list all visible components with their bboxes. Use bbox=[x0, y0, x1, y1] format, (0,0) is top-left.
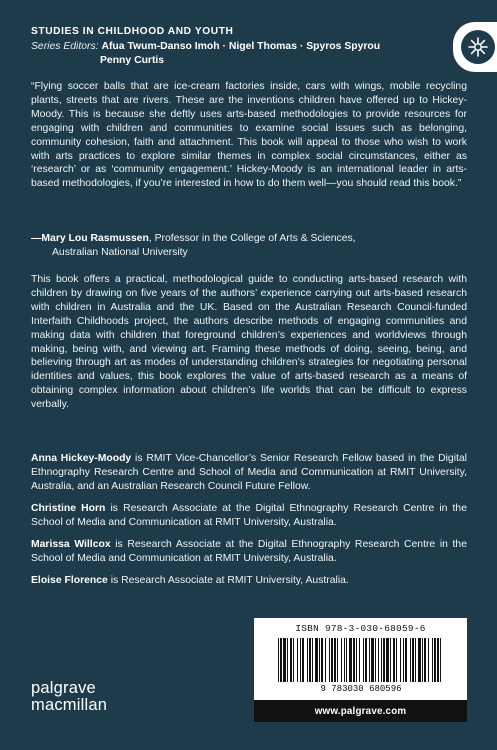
barcode-bar bbox=[329, 638, 330, 682]
author-bio-text: is Research Associate at the Digital Ethnography Research Centre in the School of Media and Communication at RMIT University, Australia. bbox=[31, 539, 467, 564]
series-editors-label: Series Editors: bbox=[31, 41, 99, 52]
logo-line-2: macmillan bbox=[31, 696, 108, 714]
barcode-bar bbox=[334, 638, 336, 682]
barcode-bar bbox=[434, 638, 436, 682]
publisher-url[interactable]: www.palgrave.com bbox=[314, 705, 407, 717]
barcode-bar bbox=[363, 638, 364, 682]
barcode-bar bbox=[393, 638, 395, 682]
barcode-bar bbox=[359, 638, 360, 682]
barcode-bar bbox=[410, 638, 411, 682]
barcode-bar bbox=[369, 638, 370, 682]
barcode-bar bbox=[337, 638, 338, 682]
barcode-bar bbox=[280, 638, 282, 682]
barcode-bar bbox=[422, 638, 423, 682]
barcode-bar bbox=[325, 638, 326, 682]
logo-line-1: palgrave bbox=[31, 679, 96, 697]
isbn-label: ISBN 978-3-030-68059-6 bbox=[295, 623, 426, 634]
barcode-bar bbox=[341, 638, 342, 682]
series-editors-names: Afua Twum-Danso Imoh · Nigel Thomas · Spyros Spyrou bbox=[101, 41, 381, 52]
barcode-bar bbox=[371, 638, 374, 682]
barcode-bar bbox=[307, 638, 308, 682]
author-name: Eloise Florence bbox=[31, 575, 108, 586]
author-name: Marissa Willcox bbox=[31, 539, 111, 550]
barcode-bar bbox=[309, 638, 311, 682]
barcode-bar bbox=[440, 638, 441, 682]
barcode-bar bbox=[356, 638, 357, 682]
barcode-bar bbox=[400, 638, 401, 682]
barcode-bar bbox=[403, 638, 404, 682]
barcode-bar bbox=[293, 638, 294, 682]
barcode-bar bbox=[321, 638, 323, 682]
barcode-bar bbox=[365, 638, 367, 682]
author-bio bbox=[31, 452, 467, 494]
barcode-bar bbox=[432, 638, 433, 682]
author-name: Anna Hickey-Moody bbox=[31, 453, 132, 464]
author-bio-text: is Research Associate at the Digital Ethnography Research Centre in the School of Media and Communication at RMIT University, Australia. bbox=[31, 503, 467, 528]
publisher-url-bar[interactable] bbox=[254, 700, 467, 722]
barcode-bar bbox=[375, 638, 376, 682]
barcode-digits: 9 783030 680596 bbox=[320, 684, 402, 692]
barcode-bar bbox=[353, 638, 355, 682]
barcode-bar bbox=[415, 638, 416, 682]
barcode bbox=[268, 636, 454, 692]
barcode-bar bbox=[331, 638, 333, 682]
barcode-bar bbox=[297, 638, 298, 682]
palgrave-macmillan-logo bbox=[31, 680, 107, 714]
barcode-bar bbox=[428, 638, 429, 682]
barcode-bar bbox=[344, 638, 345, 682]
series-editors-names-2: Penny Curtis bbox=[100, 54, 165, 66]
barcode-bar bbox=[302, 638, 304, 682]
author-bio bbox=[31, 538, 467, 566]
barcode-bar bbox=[300, 638, 301, 682]
barcode-bar bbox=[405, 638, 407, 682]
endorsement-attribution bbox=[31, 232, 467, 260]
springer-badge bbox=[453, 22, 497, 72]
barcode-bar bbox=[383, 638, 385, 682]
author-name: Christine Horn bbox=[31, 503, 106, 514]
barcode-bar bbox=[412, 638, 414, 682]
barcode-bar bbox=[278, 638, 279, 682]
barcode-bar bbox=[283, 638, 286, 682]
barcode-bar bbox=[418, 638, 421, 682]
barcode-bar bbox=[378, 638, 379, 682]
barcode-bar bbox=[287, 638, 288, 682]
endorser-name: —Mary Lou Rasmussen bbox=[31, 233, 149, 244]
author-bio-text: is RMIT Vice-Chancellor’s Senior Research Fellow based in the Digital Ethnography Research Centre and School of Media and Communication at RMIT University, Australia, and an Australian Research Council Future Fellow. bbox=[31, 453, 467, 492]
book-description: This book offers a practical, methodological guide to conducting arts-based research with children by drawing on five years of the authors’ experience carrying out arts-based research with children in Australia and the UK. Based on the Australian Research Council-funded Interfaith Childhoods project, the authors describe methods of engaging communities and making data with children that foreground children’s experiences and worldviews through making, being with, and viewing art. Framing these methods of doing, seeing, being, and believing through art as modes of understanding children’s strategies for negotiating personal identities and values, this book explores the value of arts-based research as a means of obtaining complex information about children’s life worlds that can be difficult to express verbally. bbox=[31, 274, 467, 411]
barcode-bar bbox=[290, 638, 292, 682]
author-bio bbox=[31, 574, 467, 588]
author-bio-text: is Research Associate at RMIT University, Australia. bbox=[107, 575, 349, 586]
springer-chess-knight-icon bbox=[461, 30, 495, 64]
barcode-bar bbox=[312, 638, 313, 682]
series-editors bbox=[31, 40, 431, 67]
endorser-affiliation: Australian National University bbox=[52, 246, 188, 258]
endorsement-quote: “Flying soccer balls that are ice-cream factories inside, cars with wings, mobile recycling plants, streets that are rivers. These are the inventions children have offered up to Hickey-Moody. This is because she deftly uses arts-based methodologies to provide resources for engaging with children and communities to examine social issues such as belonging, community cohesion, faith and attachment. This book will appeal to those who wish to work with arts practices to explore similar themes in complex social circumstances, either as ‘research’ or as ‘community engagement.’ Hickey-Moody is an international leader in arts-based methodologies, if you’re interested in how to do them well—you should read this book.” bbox=[31, 81, 467, 190]
barcode-bar bbox=[319, 638, 320, 682]
barcode-bar bbox=[386, 638, 389, 682]
barcode-bar bbox=[381, 638, 382, 682]
barcode-bar bbox=[437, 638, 439, 682]
endorser-role: , Professor in the College of Arts & Sciences, bbox=[148, 233, 356, 244]
series-title: STUDIES IN CHILDHOOD AND YOUTH bbox=[31, 26, 234, 37]
barcode-bar bbox=[396, 638, 397, 682]
barcode-bar bbox=[346, 638, 347, 682]
barcode-bar bbox=[315, 638, 318, 682]
author-bio bbox=[31, 502, 467, 530]
barcode-bar bbox=[390, 638, 391, 682]
barcode-bar bbox=[424, 638, 426, 682]
barcode-bar bbox=[349, 638, 352, 682]
